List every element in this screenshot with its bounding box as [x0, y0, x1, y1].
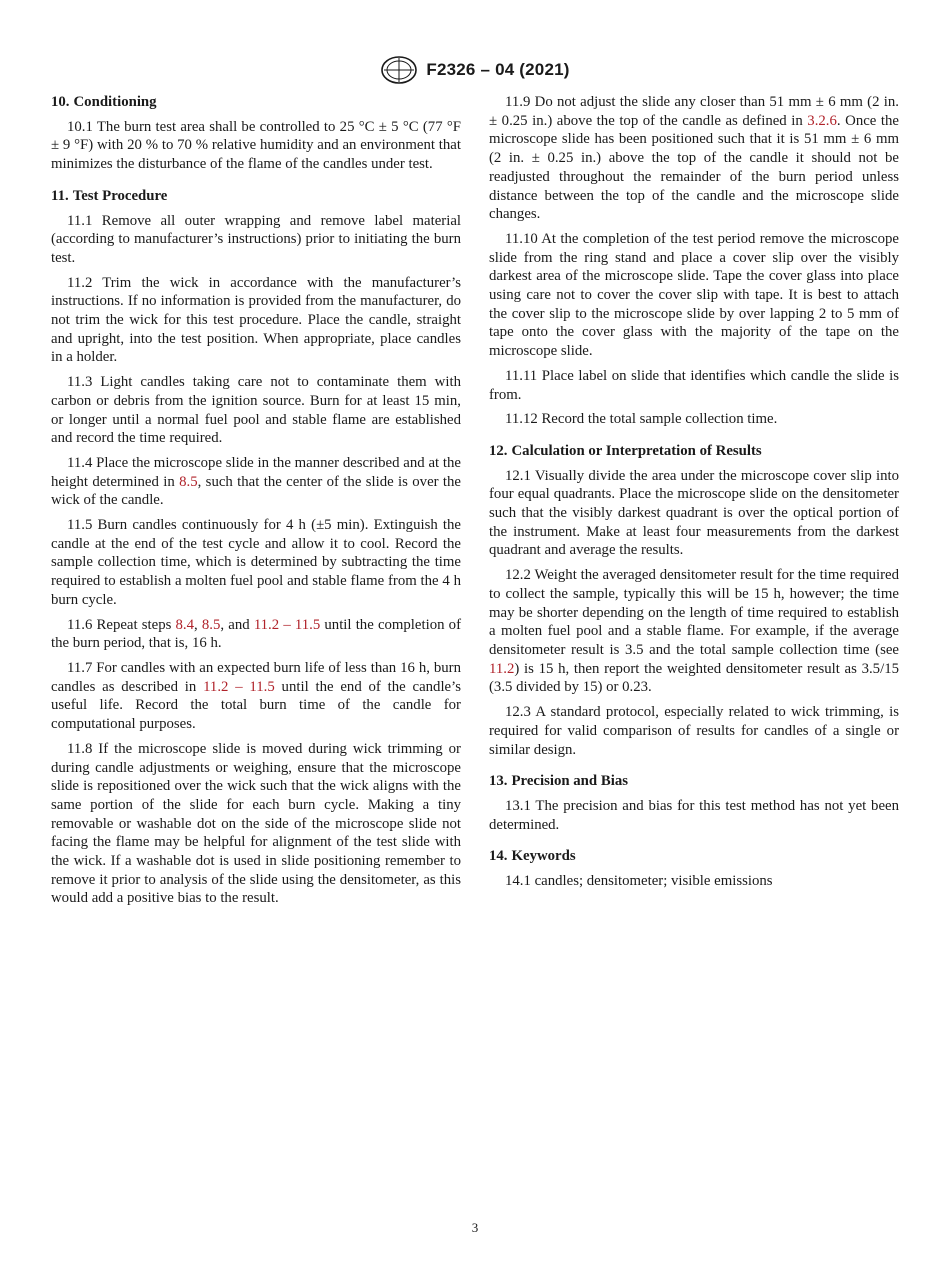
paragraph-12-1: 12.1 Visually divide the area under the microscope cover slip into four equal quadrants. Place the microscope slide on the densitometer such that the visibly darkest quadrant is over the optical portion of the instrument. Make at least four measurements from the darkest quadrant and average the results.	[489, 467, 899, 559]
paragraph-11-12: 11.12 Record the total sample collection time.	[505, 411, 778, 428]
section-13-heading: 13. Precision and Bias	[489, 773, 628, 790]
paragraph-11-4: 11.4 Place the microscope slide in the manner described and at the height determined in 8.5, such that the center of the slide is over the wick of the candle.	[51, 454, 461, 509]
paragraph-11-2: 11.2 Trim the wick in accordance with the manufacturer’s instructions. If no information is provided from the manufacturer, do not trim the wick for this test procedure. Place the candle, straight and upright, into the test position. When appropriate, place candles in a holder.	[51, 274, 461, 366]
link-8-5[interactable]: 8.5	[201, 616, 221, 633]
link-3-2-6[interactable]: 3.2.6	[807, 112, 837, 129]
paragraph-14-1: 14.1 candles; densitometer; visible emissions	[505, 873, 773, 890]
paragraph-11-10: 11.10 At the completion of the test period remove the microscope slide from the ring stand and place a cover slip over the visibly darkest area of the microscope slide. Tape the cover glass into place using care not to cover the cover slip with tape. It is best to attach the cover slip to the microscope slide by over lapping 2 to 5 mm of tape onto the cover glass with the majority of the tape on the microscope slide.	[489, 230, 899, 360]
page-header	[0, 55, 950, 85]
page-number: 3	[471, 1220, 479, 1235]
paragraph-11-7: 11.7 For candles with an expected burn life of less than 16 h, burn candles as described in 11.2 – 11.5 until the end of the candle’s useful life. Record the total burn time of the candle for computational purposes.	[51, 659, 461, 733]
section-10-heading: 10. Conditioning	[51, 94, 157, 110]
paragraph-10-1: 10.1 The burn test area shall be controlled to 25 °C ± 5 °C (77 °F ± 9 °F) with 20 % to 70 % relative humidity and an environment that minimizes the disturbance of the flame of the candles under test.	[51, 118, 461, 173]
paragraph-11-8: 11.8 If the microscope slide is moved during wick trimming or during candle adjustments or weighing, ensure that the microscope slide is repositioned over the wick such that the wick aligns with the same portion of the slide for each burn cycle. Making a tiny removable or washable dot on the side of the microscope slide not facing the flame may be helpful for alignment of the test slide with the wick. If a washable dot is used in slide positioning remember to remove it prior to analysis of the slide using the densitometer, as this would add a positive bias to the result.	[51, 740, 461, 907]
paragraph-11-1: 11.1 Remove all outer wrapping and remove label material (according to manufacturer’s instructions) prior to initiating the burn test.	[51, 212, 461, 266]
paragraph-12-3: 12.3 A standard protocol, especially related to wick trimming, is required for valid comparison of results for candles of a single or similar design.	[489, 704, 899, 758]
section-12-heading: 12. Calculation or Interpretation of Results	[489, 442, 762, 459]
link-8-4[interactable]: 8.4	[175, 616, 195, 633]
section-11-heading: 11. Test Procedure	[51, 187, 168, 204]
right-column	[489, 93, 899, 897]
paragraph-11-11: 11.11 Place label on slide that identifies which candle the slide is from.	[489, 367, 899, 403]
paragraph-11-6: 11.6 Repeat steps 8.4, 8.5, and 11.2 – 11.5 until the completion of the burn period, that is, 16 h.	[51, 616, 462, 652]
link-8-5[interactable]: 8.5	[179, 473, 198, 490]
paragraph-12-2: 12.2 Weight the averaged densitometer result for the time required to collect the sample, typically this will be 15 h, however; the time may be shorter depending on the length of time required to establish a molten fuel pool and a stable flame. For example, if the average densitometer result is 3.5 and the total sample collection time (see 11.2) is 15 h, then report the weighted densitometer result as 3.5/15 (3.5 divided by 15) or 0.23.	[489, 567, 899, 696]
left-column	[51, 93, 461, 914]
paragraph-13-1: 13.1 The precision and bias for this test method has not yet been determined.	[489, 797, 899, 833]
paragraph-11-5: 11.5 Burn candles continuously for 4 h (±5 min). Extinguish the candle at the end of the test cycle and allow it to cool. Record the sample collection time, which is determined by subtracting the time required to establish a molten fuel pool and stable flame from the 4 h burn cycle.	[51, 517, 461, 608]
astm-logo-icon	[380, 55, 418, 85]
link-11-2-11-5[interactable]: 11.2 – 11.5	[203, 678, 275, 695]
link-11-2[interactable]: 11.2	[489, 660, 515, 677]
paragraph-11-9: 11.9 Do not adjust the slide any closer than 51 mm ± 6 mm (2 in. ± 0.25 in.) above the top of the candle as defined in 3.2.6. Once the microscope slide has been positioned such that it is 51 mm ± 6 mm (2 in. ± 0.25 in.) above the top of the candle it should not be readjusted throughout the remainder of the burn period unless distance between the top of the candle and the microscope slide changes.	[489, 94, 899, 223]
section-14-heading: 14. Keywords	[489, 848, 576, 865]
paragraph-11-3: 11.3 Light candles taking care not to contaminate them with carbon or debris from the ignition source. Burn for at least 15 min, or longer until a normal fuel pool and stable flame are established and record the time required.	[51, 374, 461, 447]
link-11-2-11-5[interactable]: 11.2 – 11.5	[253, 616, 321, 633]
standard-designation: F2326 – 04 (2021)	[426, 60, 570, 79]
